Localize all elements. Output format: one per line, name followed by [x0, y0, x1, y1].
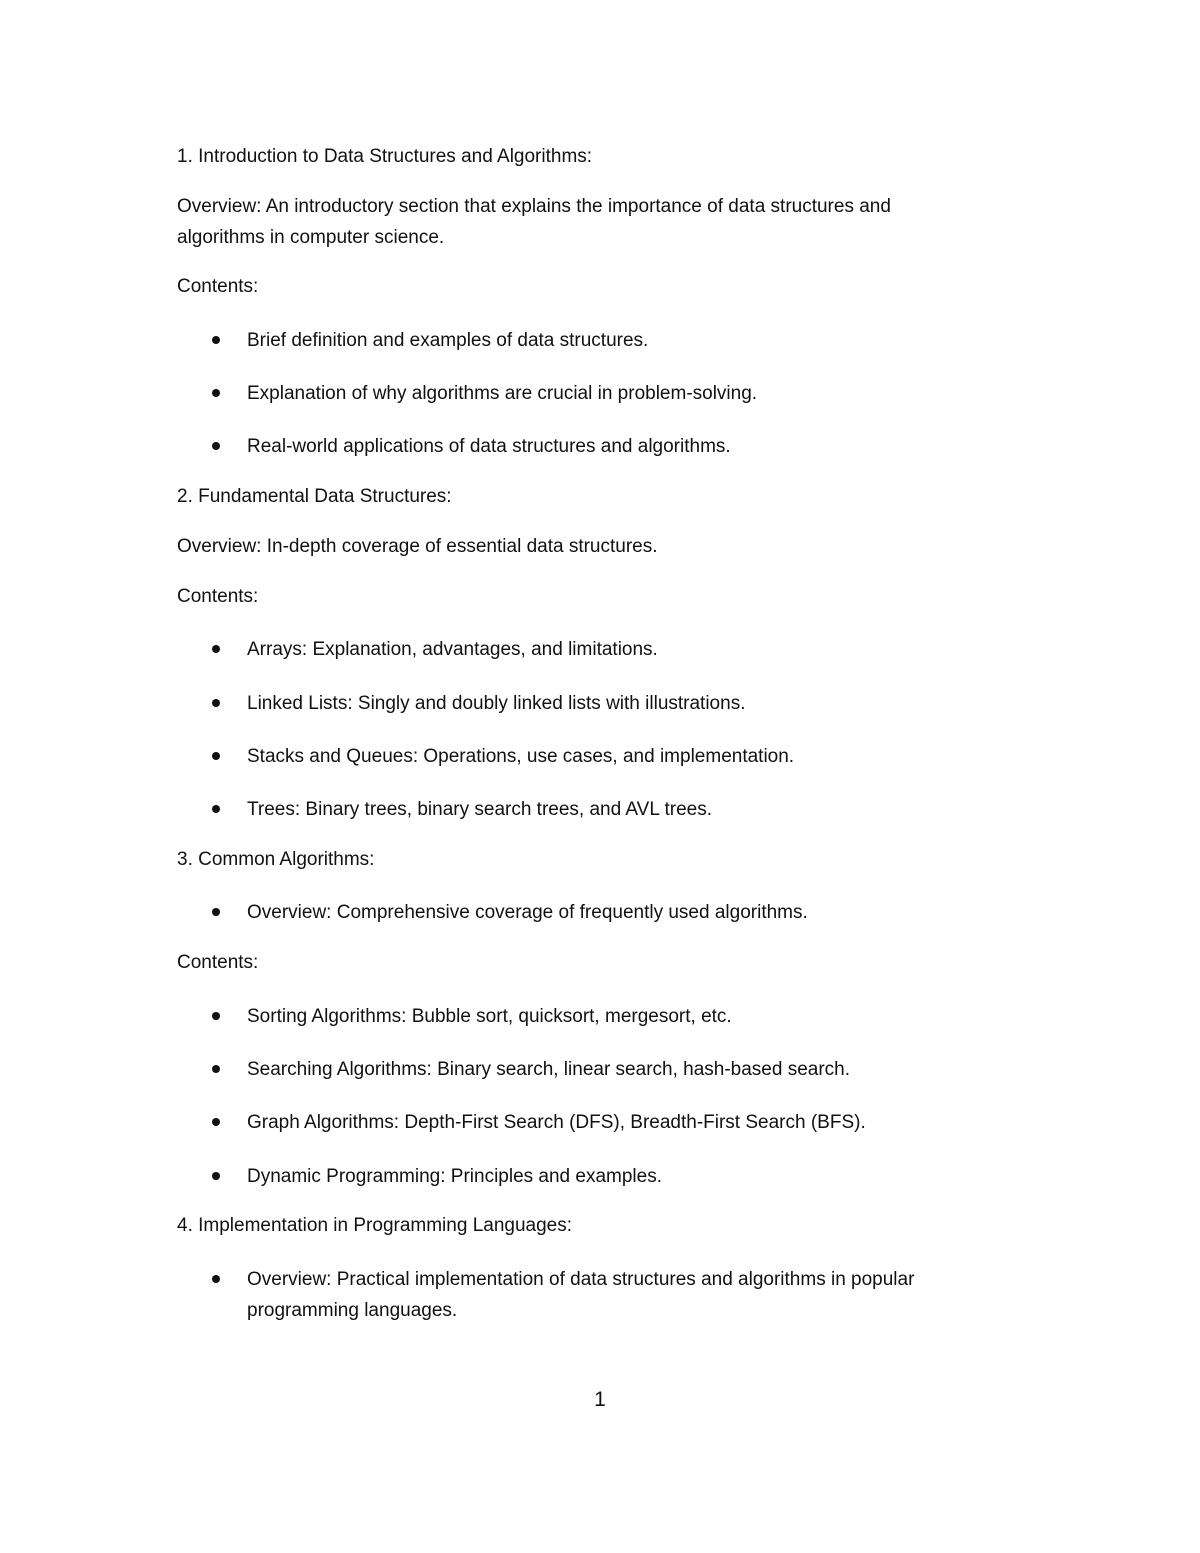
- list-item-overview: Overview: Comprehensive coverage of frequently used algorithms.: [247, 902, 808, 923]
- list-item: Searching Algorithms: Binary search, linear search, hash-based search.: [247, 1059, 851, 1080]
- bullet-icon: [212, 645, 220, 653]
- list-item: Graph Algorithms: Depth-First Search (DFS), Breadth-First Search (BFS).: [247, 1112, 866, 1133]
- list-item: Linked Lists: Singly and doubly linked lists with illustrations.: [247, 693, 746, 714]
- bullet-icon: [212, 1275, 220, 1283]
- bullet-icon: [212, 752, 220, 760]
- overview-text-continued: algorithms in computer science.: [177, 227, 445, 248]
- bullet-icon: [212, 1012, 220, 1020]
- section-heading: 4. Implementation in Programming Languages:: [177, 1215, 573, 1236]
- list-item: Real-world applications of data structures and algorithms.: [247, 436, 731, 457]
- bullet-icon: [212, 1065, 220, 1073]
- contents-label: Contents:: [177, 586, 259, 607]
- section-heading: 2. Fundamental Data Structures:: [177, 486, 452, 507]
- list-item-overview-continued: programming languages.: [247, 1300, 458, 1321]
- list-item: Arrays: Explanation, advantages, and limitations.: [247, 639, 658, 660]
- overview-text: Overview: In-depth coverage of essential data structures.: [177, 536, 658, 557]
- list-item: Stacks and Queues: Operations, use cases, and implementation.: [247, 746, 795, 767]
- section-heading: 1. Introduction to Data Structures and Algorithms:: [177, 146, 593, 167]
- list-item: Brief definition and examples of data structures.: [247, 330, 649, 351]
- list-item: Dynamic Programming: Principles and examples.: [247, 1166, 662, 1187]
- bullet-icon: [212, 699, 220, 707]
- list-item: Trees: Binary trees, binary search trees, and AVL trees.: [247, 799, 713, 820]
- section-heading: 3. Common Algorithms:: [177, 849, 375, 870]
- list-item: Sorting Algorithms: Bubble sort, quicksort, mergesort, etc.: [247, 1006, 732, 1027]
- contents-label: Contents:: [177, 276, 259, 297]
- list-item-overview: Overview: Practical implementation of data structures and algorithms in popular: [247, 1269, 915, 1290]
- page-number: 1: [594, 1388, 606, 1411]
- bullet-icon: [212, 1118, 220, 1126]
- list-item: Explanation of why algorithms are crucial in problem-solving.: [247, 383, 758, 404]
- bullet-icon: [212, 1172, 220, 1180]
- bullet-icon: [212, 908, 220, 916]
- contents-label: Contents:: [177, 952, 259, 973]
- bullet-icon: [212, 442, 220, 450]
- bullet-icon: [212, 805, 220, 813]
- bullet-icon: [212, 336, 220, 344]
- bullet-icon: [212, 389, 220, 397]
- overview-text: Overview: An introductory section that explains the importance of data structures and: [177, 196, 891, 217]
